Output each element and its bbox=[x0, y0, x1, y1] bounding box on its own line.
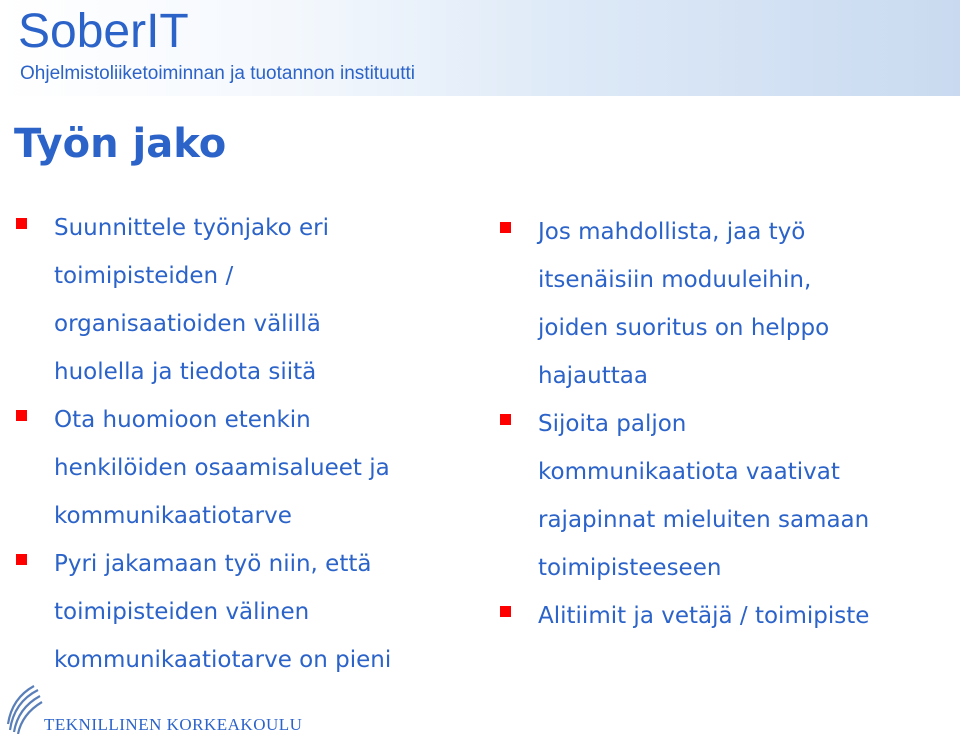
bullet-line: Jos mahdollista, jaa työ bbox=[538, 219, 806, 245]
bullet-item bbox=[500, 208, 950, 400]
bullet-line: toimipisteiden välinen bbox=[54, 599, 310, 625]
bullet-line: Sijoita paljon bbox=[538, 411, 687, 437]
bullet-line: Alitiimit ja vetäjä / toimipiste bbox=[538, 603, 870, 629]
bullet-line: itsenäisiin moduuleihin, bbox=[538, 267, 812, 293]
square-bullet-icon bbox=[500, 222, 511, 233]
bullet-line: toimipisteiden / bbox=[54, 263, 234, 289]
bullet-item bbox=[500, 400, 950, 592]
bullet-line: Suunnittele työnjako eri bbox=[54, 215, 329, 241]
bullet-line: rajapinnat mieluiten samaan bbox=[538, 507, 870, 533]
square-bullet-icon bbox=[500, 606, 511, 617]
bullet-line: Ota huomioon etenkin bbox=[54, 407, 311, 433]
bullet-item bbox=[500, 592, 950, 640]
bullet-line: toimipisteeseen bbox=[538, 555, 722, 581]
bullet-line: Pyri jakamaan työ niin, että bbox=[54, 551, 372, 577]
bullet-line: organisaatioiden välillä bbox=[54, 311, 321, 337]
bullet-line: joiden suoritus on helppo bbox=[538, 315, 830, 341]
bullet-item bbox=[16, 204, 456, 396]
bullet-line: kommunikaatiotarve on pieni bbox=[54, 647, 392, 673]
bullet-line: kommunikaatiotarve bbox=[54, 503, 292, 529]
right-bullet-list bbox=[500, 208, 950, 640]
bullet-line: huolella ja tiedota siitä bbox=[54, 359, 317, 385]
bullet-item bbox=[16, 540, 456, 684]
brand-title: SoberIT bbox=[18, 5, 189, 58]
hut-logo-icon bbox=[4, 684, 44, 734]
square-bullet-icon bbox=[16, 218, 27, 229]
bullet-line: hajauttaa bbox=[538, 363, 648, 389]
bullet-line: henkilöiden osaamisalueet ja bbox=[54, 455, 390, 481]
square-bullet-icon bbox=[500, 414, 511, 425]
square-bullet-icon bbox=[16, 554, 27, 565]
slide-title: Työn jako bbox=[14, 121, 227, 167]
bullet-item bbox=[16, 396, 456, 540]
brand-subtitle: Ohjelmistoliiketoiminnan ja tuotannon instituutti bbox=[20, 63, 415, 84]
square-bullet-icon bbox=[16, 410, 27, 421]
left-bullet-list bbox=[16, 204, 456, 684]
bullet-line: kommunikaatiota vaativat bbox=[538, 459, 840, 485]
institution-name: TEKNILLINEN KORKEAKOULU bbox=[44, 715, 303, 734]
